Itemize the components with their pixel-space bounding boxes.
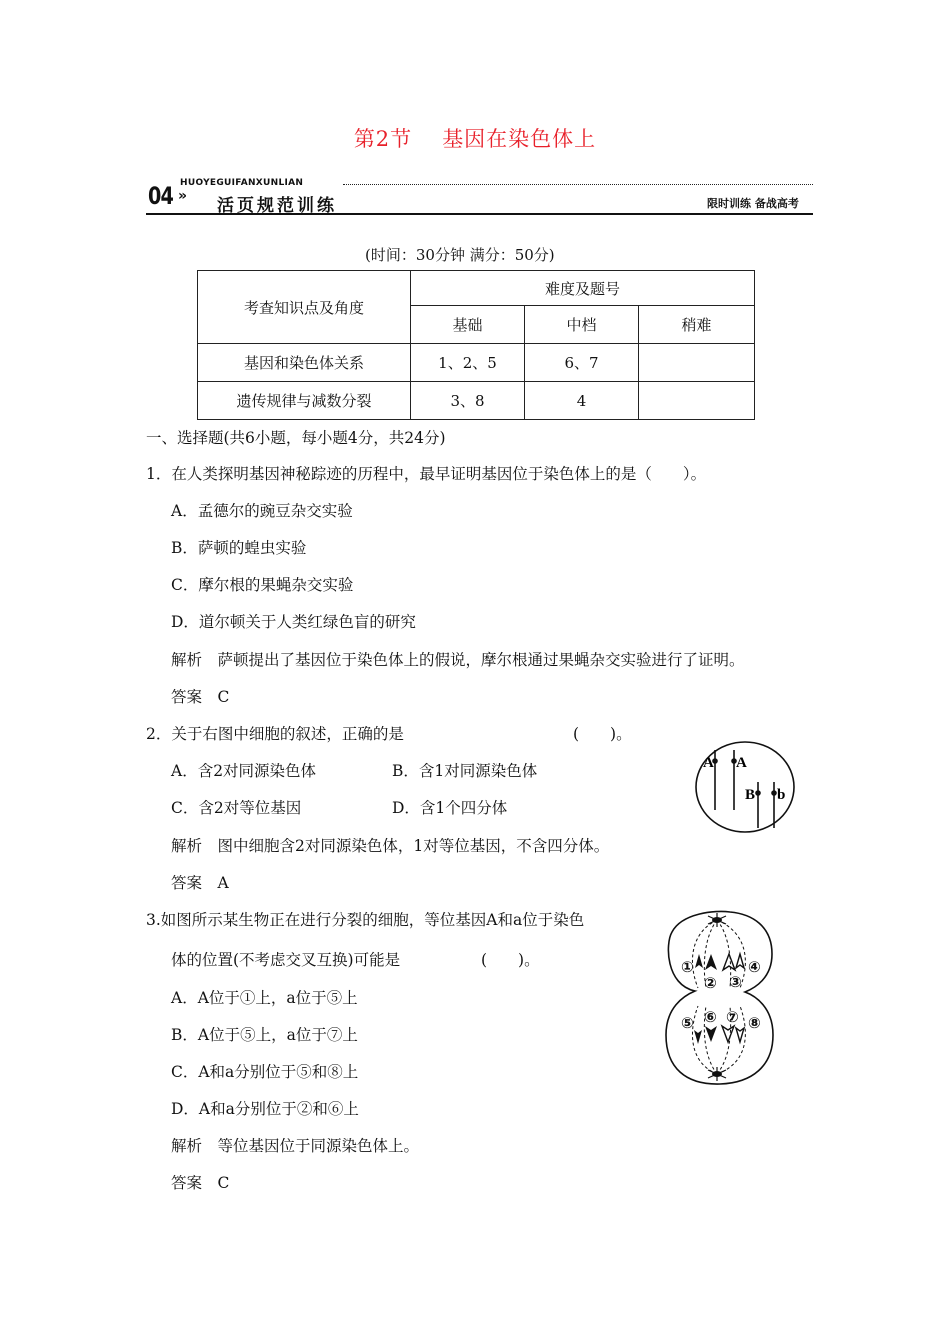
q2-analysis: 解析 图中细胞含2对同源染色体，1对等位基因，不含四分体。 bbox=[171, 837, 610, 855]
chromosome-label: ③ bbox=[729, 973, 742, 991]
gene-label: A bbox=[703, 755, 714, 771]
chromosome-hollow bbox=[736, 1028, 744, 1042]
q3-option-c: C．A和a分别位于⑤和⑧上 bbox=[171, 1063, 359, 1081]
section-number: 第2节 bbox=[353, 127, 413, 151]
section-heading: 一、选择题(共6小题，每小题4分，共24分) bbox=[146, 429, 446, 447]
table-level-basic: 基础 bbox=[411, 306, 525, 344]
table-row bbox=[198, 382, 755, 420]
q3-analysis: 解析 等位基因位于同源染色体上。 bbox=[171, 1137, 420, 1155]
q1-option-b: B．萨顿的蝗虫实验 bbox=[171, 539, 307, 557]
table-cell: 遗传规律与减数分裂 bbox=[198, 382, 411, 420]
table-cell: 6、7 bbox=[525, 344, 639, 382]
banner-rule bbox=[146, 213, 813, 215]
spindle-fibers bbox=[692, 920, 745, 1074]
q2-answer-paren: ( )。 bbox=[573, 725, 632, 743]
banner-slogan: 限时训练 备战高考 bbox=[707, 197, 799, 210]
banner-pinyin: HUOYEGUIFANXUNLIAN bbox=[180, 178, 304, 188]
q3-dividing-cell-figure bbox=[660, 908, 780, 1088]
table-cell: 1、2、5 bbox=[411, 344, 525, 382]
q1-option-d: D．道尔顿关于人类红绿色盲的研究 bbox=[171, 613, 416, 631]
q2-option-d: D．含1个四分体 bbox=[392, 799, 508, 817]
chromosome-solid bbox=[695, 954, 703, 968]
banner-title: 活页规范训练 bbox=[217, 196, 337, 216]
table-cell: 3、8 bbox=[411, 382, 525, 420]
q3-option-b: B．A位于⑤上，a位于⑦上 bbox=[171, 1026, 358, 1044]
centromere bbox=[755, 790, 761, 796]
section-topic: 基因在染色体上 bbox=[442, 127, 597, 151]
centromere bbox=[771, 790, 777, 796]
q1-option-a: A．孟德尔的豌豆杂交实验 bbox=[171, 502, 353, 520]
table-cell: 基因和染色体关系 bbox=[198, 344, 411, 382]
chromosome-label: ② bbox=[704, 974, 717, 992]
centrosome-icon bbox=[708, 1067, 726, 1081]
table-cell: 4 bbox=[525, 382, 639, 420]
q3-stem-line2: 体的位置(不考虑交叉互换)可能是 bbox=[171, 951, 401, 969]
chromosome-solid bbox=[705, 1026, 717, 1042]
chromosome-label: ⑥ bbox=[704, 1008, 717, 1026]
q2-answer: 答案 A bbox=[171, 874, 229, 892]
difficulty-table bbox=[197, 270, 755, 420]
gene-label: b bbox=[777, 787, 786, 803]
q3-stem-line1: 3.如图所示某生物正在进行分裂的细胞，等位基因A和a位于染色 bbox=[146, 911, 585, 929]
chromosome-hollow bbox=[722, 1026, 734, 1042]
table-col-header: 考查知识点及角度 bbox=[198, 271, 411, 344]
chromosome-label: ⑤ bbox=[681, 1014, 694, 1032]
q3-answer: 答案 C bbox=[171, 1174, 230, 1192]
banner-number: 04 bbox=[148, 182, 174, 210]
chromosome-label: ④ bbox=[748, 958, 761, 976]
q3-option-d: D．A和a分别位于②和⑥上 bbox=[171, 1100, 359, 1118]
q2-stem: 2．关于右图中细胞的叙述，正确的是 bbox=[146, 725, 404, 743]
time-score-line: (时间：30分钟 满分：50分) bbox=[365, 246, 555, 264]
chromosome-hollow bbox=[736, 954, 744, 968]
table-group-header: 难度及题号 bbox=[411, 271, 755, 306]
gene-label: B bbox=[745, 787, 756, 803]
q1-analysis: 解析 萨顿提出了基因位于染色体上的假说，摩尔根通过果蝇杂交实验进行了证明。 bbox=[171, 651, 745, 669]
q2-cell-figure bbox=[694, 740, 798, 836]
q1-stem: 1．在人类探明基因神秘踪迹的历程中，最早证明基因位于染色体上的是（ ）。 bbox=[146, 465, 707, 483]
page-title bbox=[0, 123, 950, 153]
q2-option-b: B．含1对同源染色体 bbox=[392, 762, 538, 780]
q2-option-c: C．含2对等位基因 bbox=[171, 799, 302, 817]
chromosome-label: ① bbox=[681, 958, 694, 976]
gene-label: A bbox=[736, 755, 747, 771]
cell-outline bbox=[666, 911, 773, 1084]
q3-option-a: A．A位于①上，a位于⑤上 bbox=[171, 989, 358, 1007]
q1-answer: 答案 C bbox=[171, 688, 230, 706]
chromosome-solid bbox=[705, 954, 717, 970]
table-row bbox=[198, 344, 755, 382]
centrosome-icon bbox=[708, 913, 726, 927]
chromosome-label: ⑦ bbox=[726, 1008, 739, 1026]
chromosome-solid bbox=[694, 1030, 702, 1044]
table-level-medium: 中档 bbox=[525, 306, 639, 344]
q1-option-c: C．摩尔根的果蝇杂交实验 bbox=[171, 576, 354, 594]
chromosome-label: ⑧ bbox=[748, 1014, 761, 1032]
banner-dotted-rule bbox=[343, 184, 813, 185]
table-level-hard: 稍难 bbox=[639, 306, 755, 344]
table-cell bbox=[639, 344, 755, 382]
table-cell bbox=[639, 382, 755, 420]
q2-option-a: A．含2对同源染色体 bbox=[171, 762, 317, 780]
chromosome-hollow bbox=[723, 954, 735, 970]
banner-arrow-icon: » bbox=[178, 188, 188, 204]
q3-answer-paren: ( )。 bbox=[481, 951, 540, 969]
